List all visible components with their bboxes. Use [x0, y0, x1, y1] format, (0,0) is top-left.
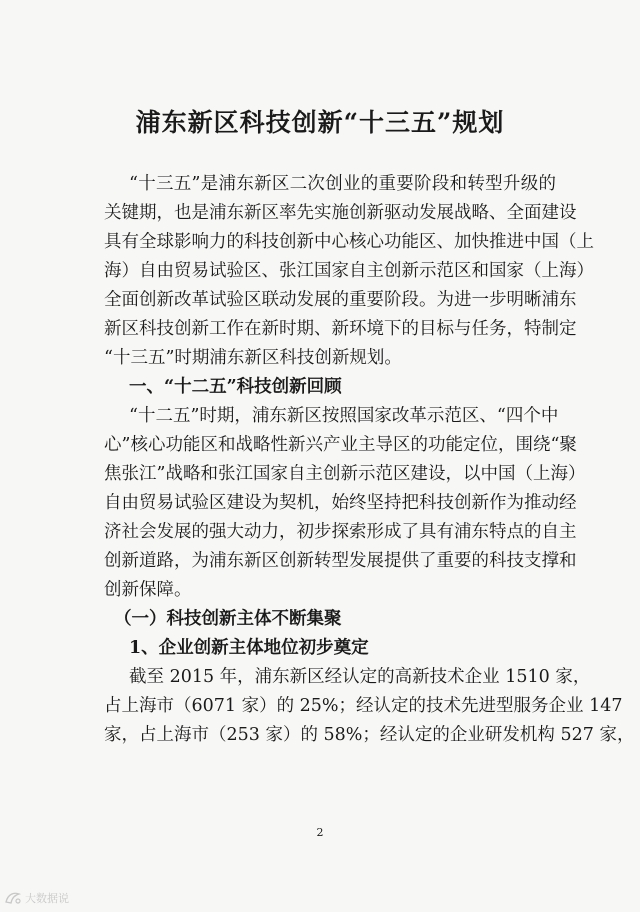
paragraph-line: 济社会发展的强大动力，初步探索形成了具有浦东特点的自主 — [104, 522, 577, 542]
document-title: 浦东新区科技创新“十三五”规划 — [135, 108, 505, 137]
paragraph-line: 海）自由贸易试验区、张江国家自主创新示范区和国家（上海） — [104, 261, 594, 281]
watermark — [4, 888, 69, 908]
paragraph-line: “十二五”时期，浦东新区按照国家改革示范区、“四个中 — [129, 406, 559, 426]
section-heading: 一、“十二五”科技创新回顾 — [129, 377, 342, 397]
paragraph-line: 创新道路，为浦东新区创新转型发展提供了重要的科技支撑和 — [104, 551, 577, 571]
paragraph-line: 具有全球影响力的科技创新中心核心功能区、加快推进中国（上 — [104, 232, 594, 252]
paragraph-line: 关键期，也是浦东新区率先实施创新驱动发展战略、全面建设 — [104, 203, 577, 223]
paragraph-line: “十三五”时期浦东新区科技创新规划。 — [104, 348, 402, 368]
subsection-heading: （一）科技创新主体不断集聚 — [114, 609, 342, 629]
paragraph-line: 心”核心功能区和战略性新兴产业主导区的功能定位，围绕“聚 — [104, 435, 577, 455]
page-number: 2 — [316, 826, 324, 839]
paragraph-line: 占上海市（6071 家）的 25%；经认定的技术先进型服务企业 147 — [104, 696, 623, 716]
paragraph-line: 全面创新改革试验区联动发展的重要阶段。为进一步明晰浦东 — [104, 290, 577, 310]
paragraph-line: 新区科技创新工作在新时期、新环境下的目标与任务，特制定 — [104, 319, 577, 339]
paragraph-line: 焦张江”战略和张江国家自主创新示范区建设，以中国（上海） — [104, 464, 586, 484]
paragraph-line: 截至 2015 年，浦东新区经认定的高新技术企业 1510 家， — [129, 667, 591, 687]
logo-icon — [4, 890, 22, 906]
paragraph-line: 家，占上海市（253 家）的 58%；经认定的企业研发机构 527 家， — [104, 725, 635, 745]
paragraph-line: 创新保障。 — [104, 580, 192, 600]
watermark-text: 大数据说 — [25, 892, 69, 905]
subsection-subheading: 1、企业创新主体地位初步奠定 — [129, 638, 369, 658]
paragraph-line: 自由贸易试验区建设为契机，始终坚持把科技创新作为推动经 — [104, 493, 577, 513]
paragraph-line: “十三五”是浦东新区二次创业的重要阶段和转型升级的 — [129, 174, 556, 194]
